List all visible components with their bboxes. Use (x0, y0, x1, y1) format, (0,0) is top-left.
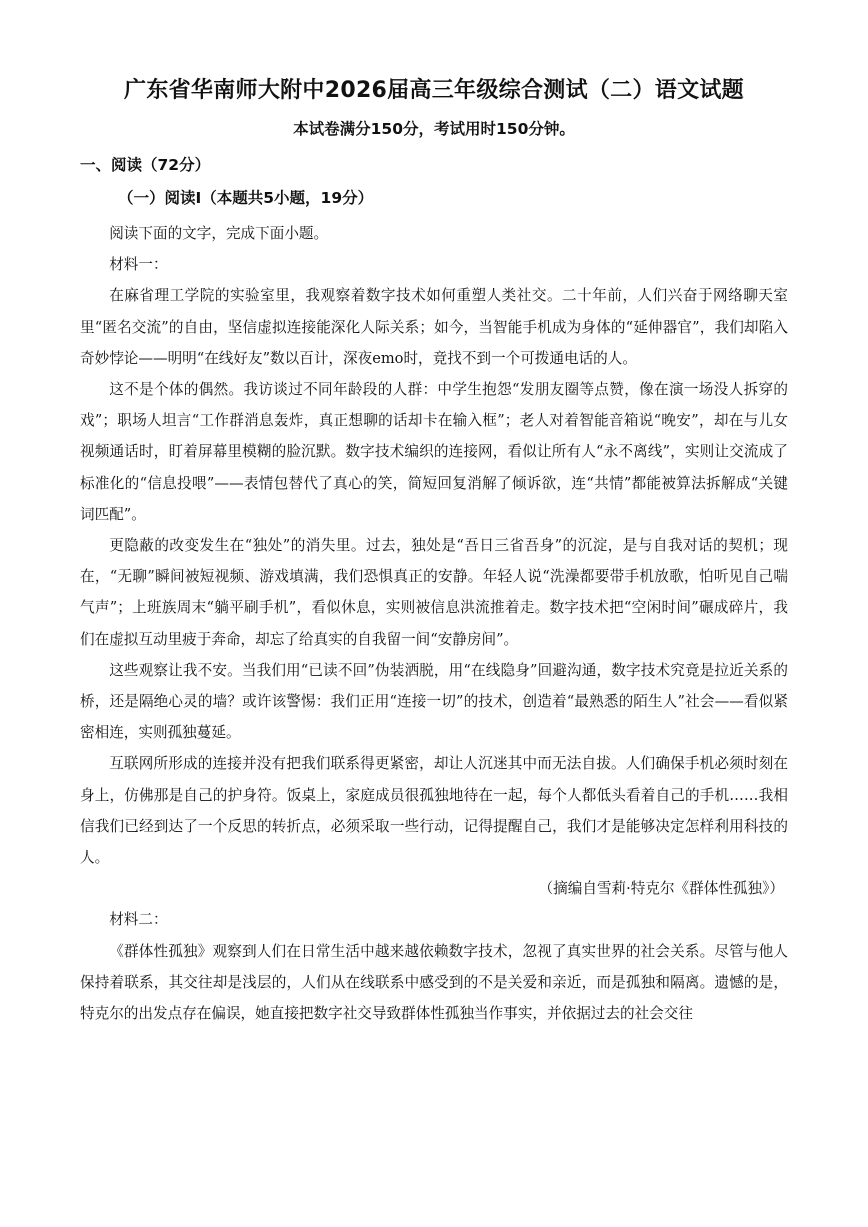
material1-paragraph: 这不是个体的偶然。我访谈过不同年龄段的人群：中学生抱怨“发朋友圈等点赞，像在演一场没人拆穿的戏”；职场人坦言“工作群消息轰炸，真正想聊的话却卡在输入框”；老人对着智能音箱说“晚安”，却在与儿女视频通话时，盯着屏幕里模糊的脸沉默。数字技术编织的连接网，看似让所有人“永不离线”，实则让交流成了标准化的“信息投喂”——表情包替代了真心的笑，简短回复消解了倾诉欲，连“共情”都能被算法拆解成“关键词匹配”。 (80, 381, 788, 523)
material1-paragraph: 在麻省理工学院的实验室里，我观察着数字技术如何重塑人类社交。二十年前，人们兴奋于网络聊天室里“匿名交流”的自由，坚信虚拟连接能深化人际关系；如今，当智能手机成为身体的“延伸器官”，我们却陷入奇妙悖论——明明“在线好友”数以百计，深夜emo时，竟找不到一个可拨通电话的人。 (80, 287, 788, 367)
instruction-text: 阅读下面的文字，完成下面小题。 (109, 225, 329, 242)
material2-paragraph: 《群体性孤独》观察到人们在日常生活中越来越依赖数字技术，忽视了真实世界的社会关系。尽管与他人保持着联系，其交往却是浅层的，人们从在线联系中感受到的不是关爱和亲近，而是孤独和隔离。遗憾的是，特克尔的出发点存在偏误，她直接把数字社交导致群体性孤独当作事实，并依据过去的社会交往 (80, 942, 788, 1023)
material1-source: （摘编自雪莉·特克尔《群体性孤独》） (538, 880, 784, 898)
exam-title: 广东省华南师大附中2026届高三年级综合测试（二）语文试题 (124, 78, 744, 103)
material2-label: 材料二： (109, 911, 168, 929)
material1-paragraph: 互联网所形成的连接并没有把我们联系得更紧密，却让人沉迷其中而无法自拔。人们确保手机必须时刻在身上，仿佛那是自己的护身符。饭桌上，家庭成员很孤独地待在一起，每个人都低头看着自己的手机……我相信我们已经到达了一个反思的转折点，必须采取一些行动，记得提醒自己，我们才是能够决定怎样利用科技的人。 (80, 755, 788, 867)
exam-subtitle: 本试卷满分150分，考试用时150分钟。 (293, 120, 575, 138)
material1-paragraph: 更隐蔽的改变发生在“独处”的消失里。过去，独处是“吾日三省吾身”的沉淀，是与自我对话的契机；现在，“无聊”瞬间被短视频、游戏填满，我们恐惧真正的安静。年轻人说“洗澡都要带手机放歌，怕听见自己喘气声”；上班族周末“躺平刷手机”，看似休息，实则被信息洪流推着走。数字技术把“空闲时间”碾成碎片，我们在虚拟互动里疲于奔命，却忘了给真实的自我留一间“安静房间”。 (80, 537, 788, 648)
reading-body (80, 218, 788, 1029)
material1-label: 材料一： (109, 256, 168, 274)
subsection-heading: （一）阅读Ⅰ（本题共5小题，19分） (118, 189, 374, 207)
section-heading: 一、阅读（72分） (80, 156, 211, 174)
material1-paragraph: 这些观察让我不安。当我们用“已读不回”伪装洒脱，用“在线隐身”回避沟通，数字技术究竟是拉近关系的桥，还是隔绝心灵的墙？或许该警惕：我们正用“连接一切”的技术，创造着“最熟悉的陌生人”社会——看似紧密相连，实则孤独蔓延。 (80, 661, 788, 742)
